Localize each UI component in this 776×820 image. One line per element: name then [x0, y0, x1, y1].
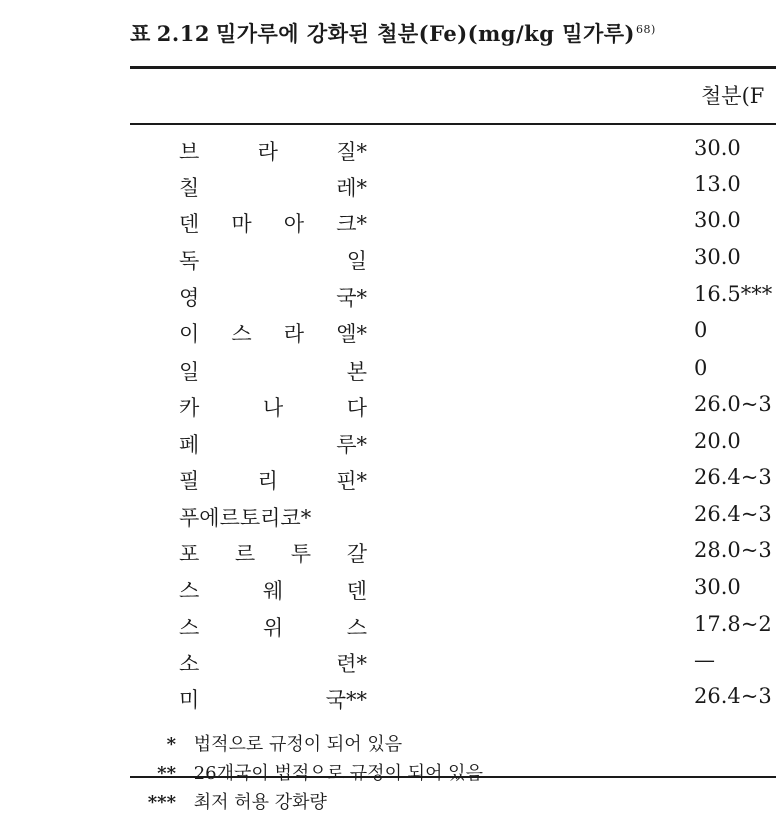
- table-row: [0, 136, 776, 172]
- iron-value-cell: 16.5***: [694, 282, 773, 306]
- country-cell: 스 웨 덴: [179, 579, 367, 603]
- table-row: [0, 538, 776, 574]
- iron-value-cell: 26.4~3: [694, 684, 772, 708]
- country-cell: 카 나 다: [179, 396, 367, 420]
- table-row: [0, 612, 776, 648]
- country-cell: 영 국*: [179, 286, 367, 310]
- header-rule: [130, 123, 776, 125]
- iron-value-cell: 30.0: [694, 136, 741, 160]
- table-row: [0, 392, 776, 428]
- footnote-mark: **: [157, 763, 176, 784]
- iron-value-cell: 13.0: [694, 172, 741, 196]
- footnote-text: 26개국이 법적으로 규정이 되어 있음: [193, 763, 483, 784]
- iron-value-cell: 28.0~3: [694, 538, 772, 562]
- table-caption: 밀가루에 강화된 철분(Fe)(mg/kg 밀가루): [215, 21, 635, 46]
- footnote: [140, 788, 327, 814]
- table-title: [130, 18, 656, 48]
- table-row: [0, 245, 776, 281]
- column-header-iron: 철분(F: [701, 84, 765, 108]
- table-row: [0, 208, 776, 244]
- iron-value-cell: 0: [694, 356, 708, 380]
- country-cell: 푸에르토리코*: [179, 506, 312, 530]
- iron-value-cell: —: [694, 648, 715, 672]
- iron-value-cell: 26.4~3: [694, 465, 772, 489]
- iron-value-cell: 0: [694, 318, 708, 342]
- table-row: [0, 282, 776, 318]
- table-label: 표: [130, 21, 151, 46]
- table-row: [0, 172, 776, 208]
- country-cell: 브 라 질*: [179, 140, 367, 164]
- table-row: [0, 429, 776, 465]
- iron-value-cell: 30.0: [694, 245, 741, 269]
- table-row: [0, 575, 776, 611]
- country-cell: 이 스 라 엘*: [179, 322, 367, 346]
- footnote-text: 최저 허용 강화량: [193, 792, 327, 813]
- iron-value-cell: 26.4~3: [694, 502, 772, 526]
- country-cell: 스 위 스: [179, 616, 367, 640]
- table-row: [0, 502, 776, 538]
- country-cell: 소 련*: [179, 652, 367, 676]
- table-row: [0, 465, 776, 501]
- country-cell: 포 르 투 갈: [179, 542, 367, 566]
- iron-value-cell: 20.0: [694, 429, 741, 453]
- country-cell: 페 루*: [179, 433, 367, 457]
- country-cell: 일 본: [179, 360, 367, 384]
- iron-value-cell: 30.0: [694, 575, 741, 599]
- table-row: [0, 356, 776, 392]
- iron-value-cell: 26.0~3: [694, 392, 772, 416]
- country-cell: 독 일: [179, 249, 367, 273]
- table-row: [0, 684, 776, 720]
- country-cell: 필 리 핀*: [179, 469, 367, 493]
- footnote: [140, 730, 402, 756]
- footnote: [140, 759, 483, 785]
- footnote-mark: ***: [147, 792, 176, 813]
- footnote-text: 법적으로 규정이 되어 있음: [193, 734, 403, 755]
- country-cell: 미 국**: [179, 688, 367, 712]
- country-cell: 덴 마 아 크*: [179, 212, 367, 236]
- iron-value-cell: 17.8~2: [694, 612, 772, 636]
- footnote-mark: *: [166, 734, 176, 755]
- top-rule: [130, 66, 776, 69]
- country-cell: 칠 레*: [179, 176, 367, 200]
- table-row: [0, 648, 776, 684]
- table-row: [0, 318, 776, 354]
- iron-value-cell: 30.0: [694, 208, 741, 232]
- reference-mark: 68): [636, 23, 656, 36]
- table-number: 2.12: [156, 21, 210, 46]
